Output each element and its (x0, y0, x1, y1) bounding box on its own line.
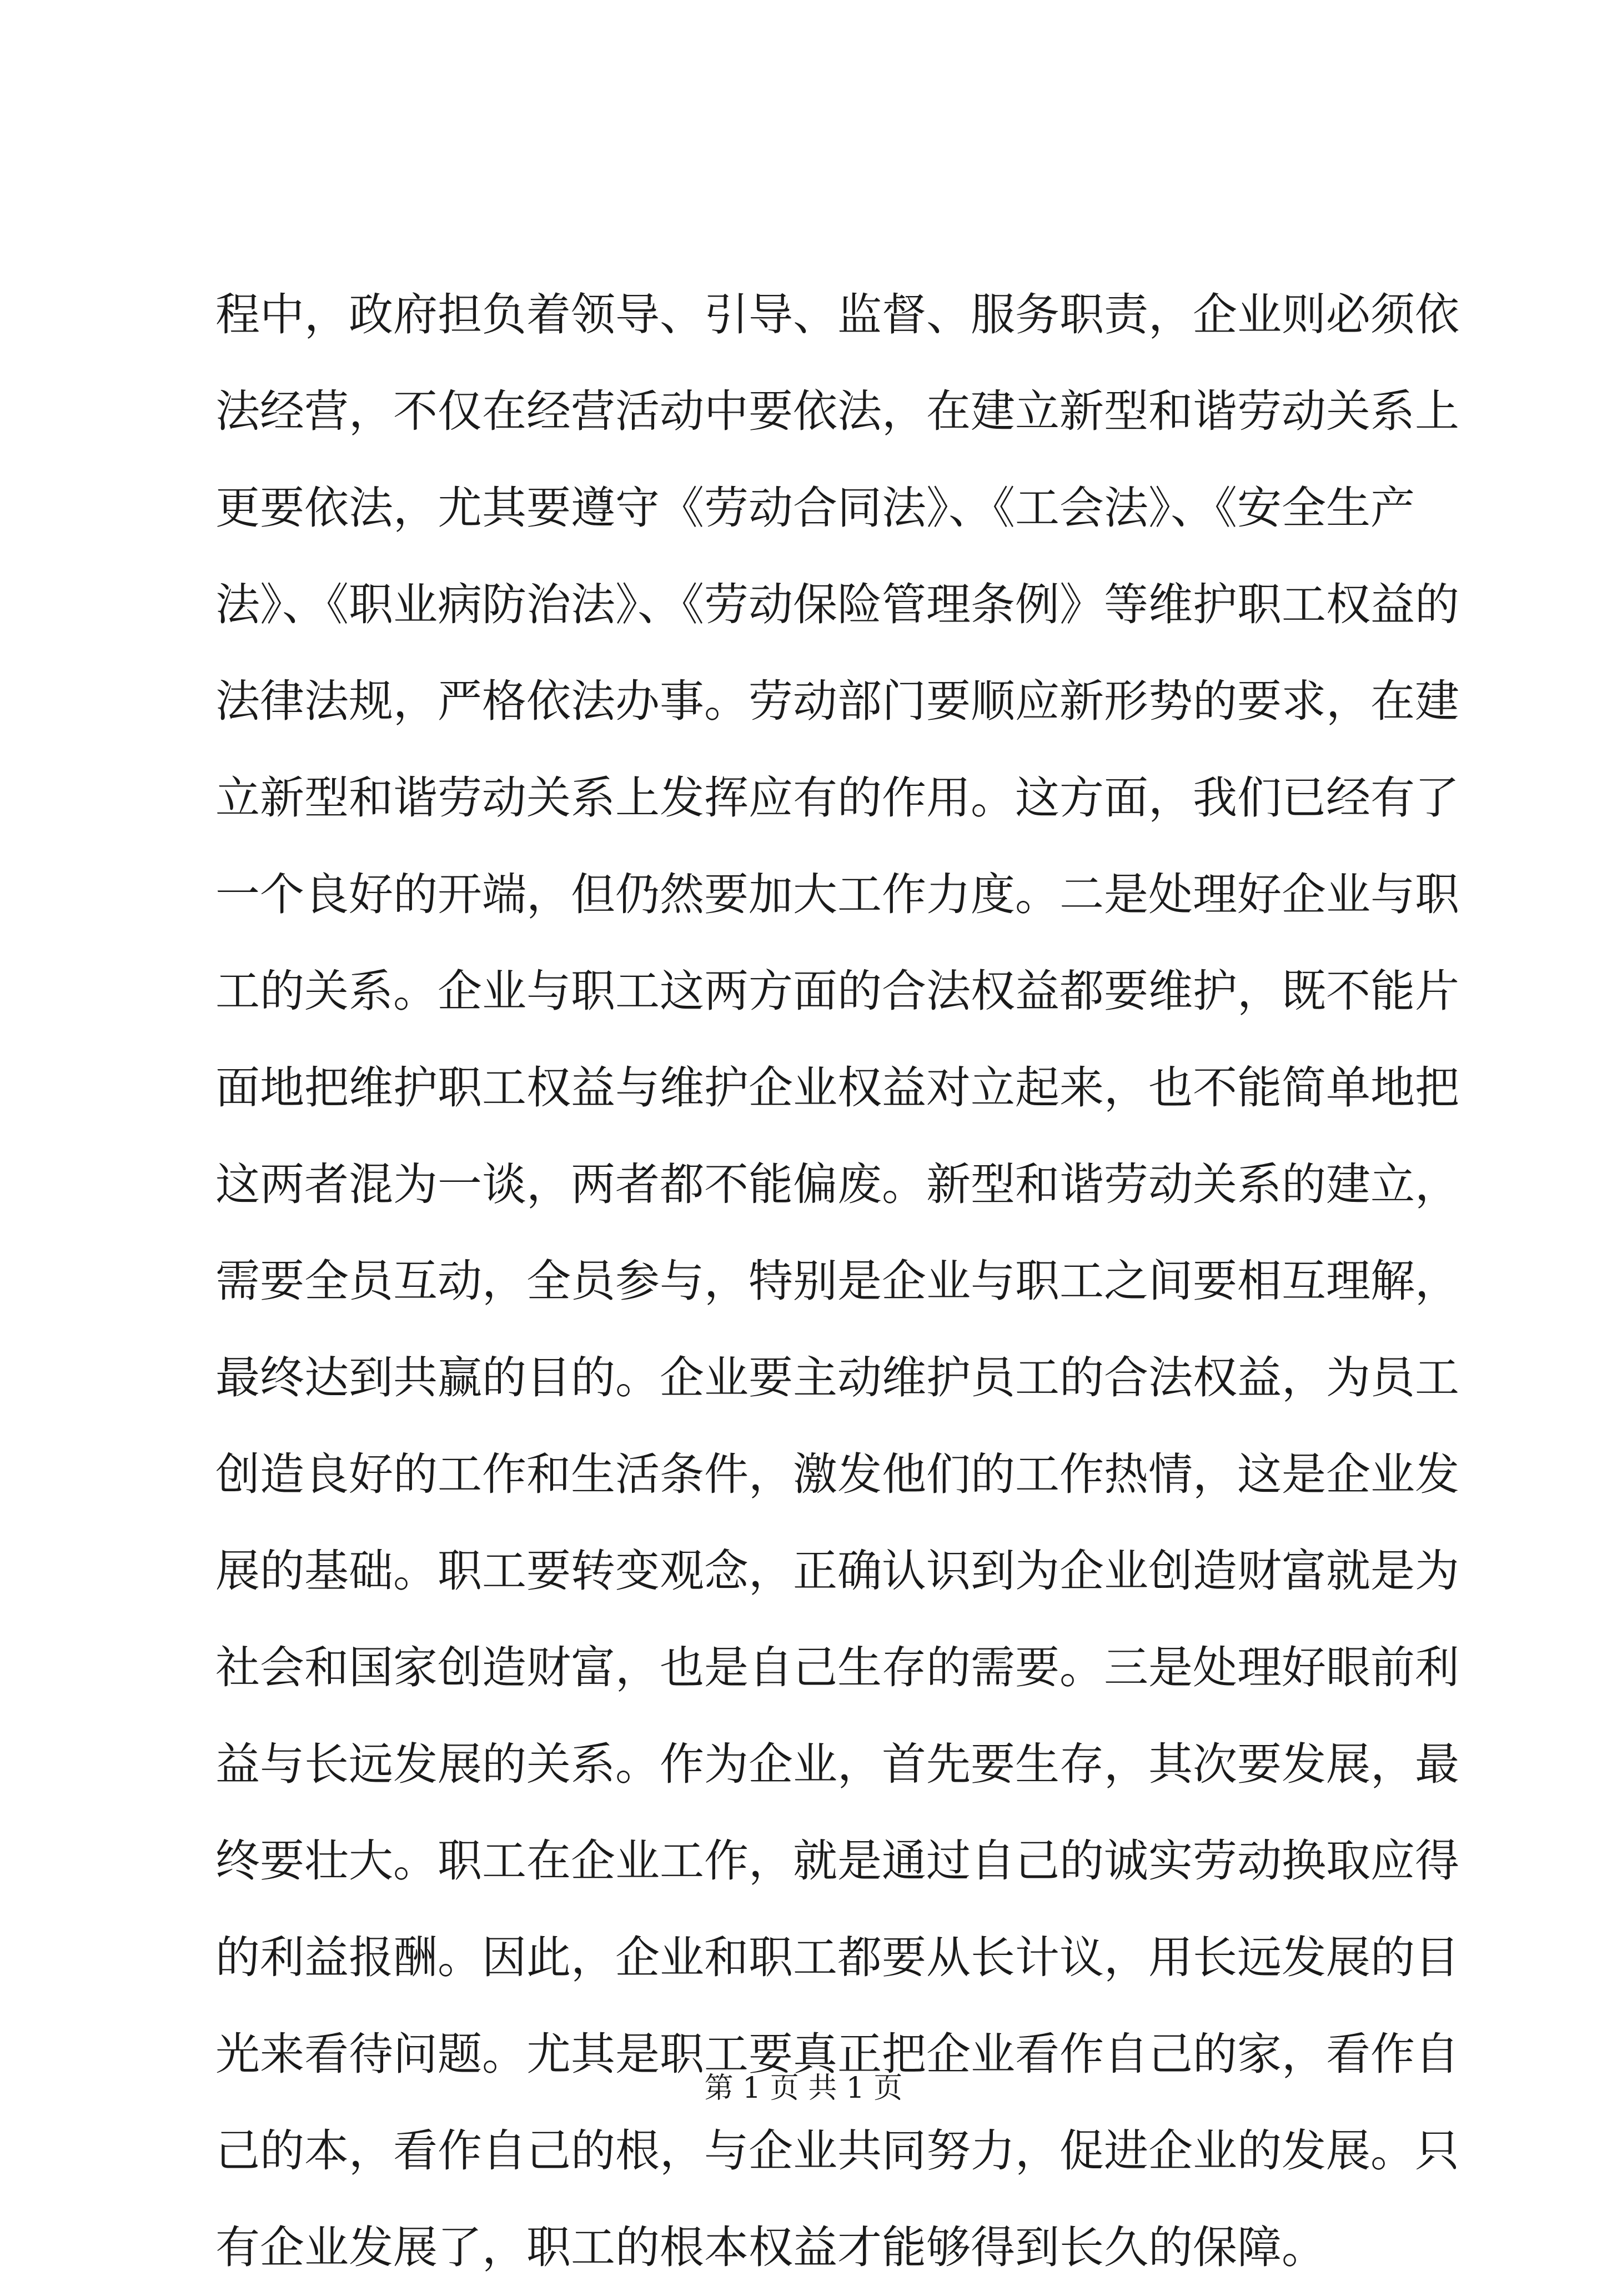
body-paragraph (215, 267, 1459, 2296)
text-line: 需要全员互动，全员参与，特别是企业与职工之间要相互理解， (215, 1255, 1459, 1307)
text-line: 社会和国家创造财富，也是自己生存的需要。三是处理好眼前利 (215, 1642, 1459, 1693)
text-line: 有企业发展了，职工的根本权益才能够得到长久的保障。 (215, 2222, 1326, 2273)
text-line: 己的本，看作自己的根，与企业共同努力，促进企业的发展。只 (215, 2125, 1459, 2177)
text-line: 程中，政府担负着领导、引导、监督、服务职责，企业则必须依 (215, 289, 1459, 340)
text-line: 益与长远发展的关系。作为企业，首先要生存，其次要发展，最 (215, 1738, 1459, 1790)
text-line: 终要壮大。职工在企业工作，就是通过自己的诚实劳动换取应得 (215, 1835, 1459, 1887)
text-line: 展的基础。职工要转变观念，正确认识到为企业创造财富就是为 (215, 1545, 1459, 1597)
text-line: 工的关系。企业与职工这两方面的合法权益都要维护，既不能片 (215, 965, 1459, 1017)
text-line: 法经营，不仅在经营活动中要依法，在建立新型和谐劳动关系上 (215, 385, 1459, 437)
text-line: 最终达到共赢的目的。企业要主动维护员工的合法权益，为员工 (215, 1352, 1459, 1403)
page-number-footer: 第 1 页 共 1 页 (704, 2072, 903, 2105)
text-line: 的利益报酬。因此，企业和职工都要从长计议，用长远发展的目 (215, 1932, 1459, 1983)
text-line: 面地把维护职工权益与维护企业权益对立起来，也不能简单地把 (215, 1062, 1459, 1114)
text-line: 一个良好的开端，但仍然要加大工作力度。二是处理好企业与职 (215, 869, 1459, 920)
text-line: 立新型和谐劳动关系上发挥应有的作用。这方面，我们已经有了 (215, 772, 1459, 824)
text-line: 更要依法，尤其要遵守《劳动合同法》、《工会法》、《安全生产 (215, 482, 1415, 534)
text-line: 法律法规，严格依法办事。劳动部门要顺应新形势的要求，在建 (215, 675, 1459, 727)
text-line: 光来看待问题。尤其是职工要真正把企业看作自己的家，看作自 (215, 2028, 1459, 2080)
text-line: 创造良好的工作和生活条件，激发他们的工作热情，这是企业发 (215, 1448, 1459, 1500)
text-line: 这两者混为一谈，两者都不能偏废。新型和谐劳动关系的建立， (215, 1159, 1459, 1210)
text-line: 法》、《职业病防治法》、《劳动保险管理条例》等维护职工权益的 (215, 579, 1459, 630)
